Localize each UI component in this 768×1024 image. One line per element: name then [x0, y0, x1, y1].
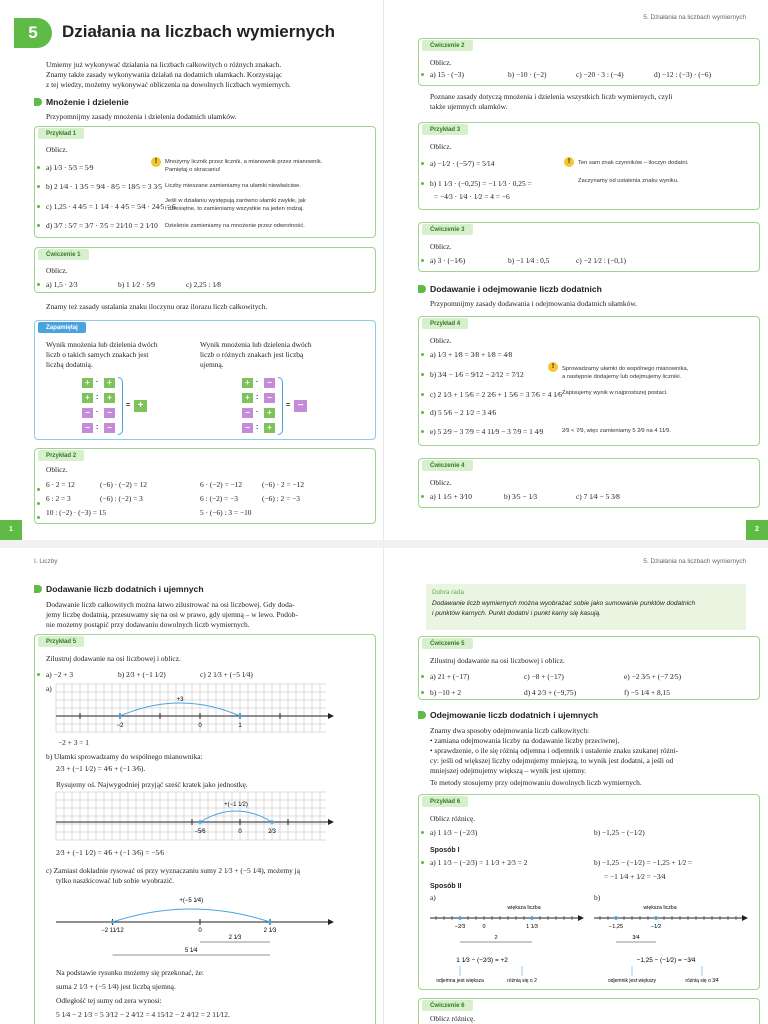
number-line-method2-a	[430, 898, 585, 988]
example-cell: 6 · (−2) = −12	[200, 480, 243, 489]
conclusion: suma 2 1⁄3 + (−5 1⁄4) jest liczbą ujemną.	[56, 982, 176, 991]
tick-label: −1⁄2	[650, 924, 662, 930]
tick-label: 2⁄3	[268, 829, 276, 835]
tick-label: 0	[198, 928, 202, 934]
bullet-dot	[421, 353, 424, 356]
equals-sign: =	[286, 402, 291, 409]
section-heading: Mnożenie i dzielenie	[34, 97, 129, 107]
method-row: b) −1,25 − (−1⁄2) = −1,25 + 1⁄2 =	[594, 858, 693, 867]
sign-square: +	[242, 393, 253, 403]
exercise-4-tag: Ćwiczenie 4	[422, 460, 473, 471]
sign-square: +	[242, 378, 253, 388]
advice-text: Dodawanie liczb wymiernych można wyobrażać sobie jako sumowanie punktów dodatnich	[432, 600, 696, 607]
example-row: d) 3⁄7 : 5⁄7 = 3⁄7 · 7⁄5 = 21⁄10 = 2 1⁄10	[46, 221, 158, 230]
exercise-item: a) 3 · (−1⁄6)	[430, 256, 466, 265]
tick-label: 0	[198, 723, 202, 729]
note: Zapisujemy wynik w najprostszej postaci.	[562, 390, 668, 396]
point	[118, 714, 122, 718]
chapter-number: 5	[14, 18, 52, 48]
exercise-item: b) −1 1⁄4 : 0,5	[508, 256, 550, 265]
example-item: a) −2 + 3	[46, 670, 74, 679]
note: Zaczynamy od ustalenia znaku wyniku.	[578, 178, 679, 184]
exercise-item: e) −2 3⁄5 + (−7 2⁄5)	[624, 672, 682, 681]
section-text: Te metody stosujemy przy odejmowaniu dowolnych liczb wymiernych.	[430, 778, 642, 787]
brace	[278, 377, 283, 435]
operator: :	[256, 424, 259, 431]
point	[270, 820, 274, 824]
running-header: I. Liczby	[34, 558, 58, 565]
exercise-label: Oblicz.	[430, 242, 452, 251]
bullet-dot	[421, 675, 424, 678]
example-1-tag: Przykład 1	[38, 128, 84, 139]
section-text: Przypomnijmy zasady mnożenia i dzielenia dodatnich ułamków.	[46, 112, 237, 121]
difference-result: −1,25 − (−1⁄2) = −3⁄4	[636, 957, 696, 964]
axis-arrow	[328, 919, 334, 925]
operator: :	[96, 394, 99, 401]
remember-text: Wynik mnożenia lub dzielenia dwóch	[200, 340, 312, 349]
example-item: b) −1,25 − (−1⁄2)	[594, 828, 645, 837]
example-label: Oblicz.	[430, 142, 452, 151]
sign-square: +	[82, 393, 93, 403]
advice-text: i punktów karnych. Punkt dodatni i punkt karny się kasują.	[432, 610, 601, 617]
section-text: • sprawdzenie, o ile się różnią odjemna i odjemnik i ustalenie znaku szukanej różni-	[430, 746, 679, 755]
note: Mnożymy licznik przez licznik, a mianownik przez mianownik.	[165, 159, 323, 165]
exercise-item: c) 2,25 : 1⁄8	[186, 280, 221, 289]
example-cell: (−6) · 2 = −12	[262, 480, 305, 489]
number-line-c	[56, 892, 336, 962]
exercise-item: a) 1 1⁄5 + 3⁄10	[430, 492, 472, 501]
annotation: odjemna jest większa	[436, 978, 484, 984]
exercise-3-tag: Ćwiczenie 3	[422, 224, 473, 235]
tick-label: −2	[116, 723, 124, 729]
bullet-dot	[421, 691, 424, 694]
equals-sign: =	[126, 402, 131, 409]
bullet-dot	[421, 259, 424, 262]
method-row: a) 1 1⁄3 − (−2⁄3) = 1 1⁄3 + 2⁄3 = 2	[430, 858, 528, 867]
example-cell: (−6) · (−2) = 12	[100, 480, 147, 489]
section-text: nie możemy postąpić przy dodawaniu dowolnych liczb wymiernych.	[46, 620, 250, 629]
example-cell: 5 · (−6) : 3 = −10	[200, 508, 252, 517]
result-sign: +	[134, 400, 147, 412]
page-3	[0, 548, 384, 1024]
page-1	[0, 0, 384, 540]
axis-arrow	[328, 713, 334, 719]
running-header: 5. Działania na liczbach wymiernych	[643, 558, 746, 565]
exercise-item: d) 4 2⁄3 + (−9,75)	[524, 688, 577, 697]
section-heading: Dodawanie i odejmowanie liczb dodatnich	[418, 284, 602, 294]
example-row: c) 2 1⁄3 + 1 5⁄6 = 2 2⁄6 + 1 5⁄6 = 3 7⁄6 = 4 1⁄6	[430, 390, 562, 399]
method-heading: Sposób II	[430, 883, 462, 890]
sign-square: −	[264, 393, 275, 403]
example-item: a) 1 1⁄3 − (−2⁄3)	[430, 828, 478, 837]
sign-square: +	[264, 408, 275, 418]
sign-square: −	[242, 408, 253, 418]
point	[198, 820, 202, 824]
bullet-dot	[421, 831, 424, 834]
sign-square: −	[104, 408, 115, 418]
section-text: Dodawanie liczb całkowitych można łatwo zilustrować na osi liczbowej. Gdy doda-	[46, 600, 295, 609]
step-text: tylko naszkicować lub sobie wyobrazić.	[56, 876, 175, 885]
distance-label: 3⁄4	[632, 935, 640, 941]
exercise-label: Oblicz.	[46, 266, 68, 275]
part-label: b)	[594, 893, 601, 902]
example-row: c) 1,25 · 4 4⁄5 = 1 1⁄4 · 4 4⁄5 = 5⁄4 · 24⁄5 = 6	[46, 202, 176, 211]
sign-square: +	[104, 393, 115, 403]
bullet-dot	[421, 162, 424, 165]
remember-text: liczbą dodatnią.	[46, 360, 93, 369]
number-line-b	[56, 792, 336, 842]
chapter-title: Działania na liczbach wymiernych	[62, 22, 336, 41]
page-gutter	[0, 540, 768, 548]
example-row: d) 5 5⁄6 − 2 1⁄2 = 3 4⁄6	[430, 408, 497, 417]
jump-arc	[200, 811, 272, 822]
remember-tag: Zapamiętaj	[38, 322, 86, 333]
example-row: a) 1⁄3 + 1⁄8 = 3⁄8 + 1⁄8 = 4⁄8	[430, 350, 513, 359]
note: Liczby mieszane zamieniamy na ułamki niewłaściwe.	[165, 183, 301, 189]
operator: ·	[256, 379, 259, 386]
exercise-1-tag: Ćwiczenie 1	[38, 249, 89, 260]
exercise-item: b) −10 + 2	[430, 688, 462, 697]
bullet-dot	[37, 283, 40, 286]
example-cell: 6 : (−2) = −3	[200, 494, 238, 503]
bullet-dot	[421, 182, 424, 185]
exercise-item: c) −8 + (−17)	[524, 672, 564, 681]
running-header: 5. Działania na liczbach wymiernych	[643, 14, 746, 21]
sign-square: −	[82, 423, 93, 433]
example-row: b) 2 1⁄4 · 1 3⁄5 = 9⁄4 · 8⁄5 = 18⁄5 = 3 3⁄5	[46, 182, 162, 191]
tick-label: −2 11⁄12	[101, 928, 124, 934]
tick-label: 1 1⁄3	[526, 924, 538, 930]
conclusion: 5 1⁄4 − 2 1⁄3 = 5 3⁄12 − 2 4⁄12 = 4 15⁄12 − 2 4⁄12 = 2 11⁄12.	[56, 1010, 230, 1019]
advice-title: Dobra rada	[432, 589, 464, 596]
bullet-dot	[37, 516, 40, 519]
section-text: • zamiana odejmowania liczby na dodawanie liczby przeciwnej,	[430, 736, 620, 745]
exercise-item: a) 1,5 · 2⁄3	[46, 280, 78, 289]
example-2-tag: Przykład 2	[38, 450, 84, 461]
example-label: Oblicz.	[46, 145, 68, 154]
distance-label: 2	[494, 935, 498, 941]
intro-line: Znamy także zasady wykonywania działań na dodatnich ułamkach. Korzystając	[46, 70, 283, 79]
sign-square: −	[264, 378, 275, 388]
note: Sprowadzamy ułamki do wspólnego mianownika,	[562, 366, 689, 372]
example-label: Oblicz.	[46, 465, 68, 474]
point	[654, 916, 658, 920]
exercise-item: c) −20 · 3 : (−4)	[576, 70, 624, 79]
larger-number-label: większa liczba	[507, 905, 541, 911]
exercise-item: a) 15 · (−3)	[430, 70, 464, 79]
step-text: b) Ułamki sprowadzamy do wspólnego mianownika:	[46, 752, 203, 761]
remember-text: liczb o różnych znakach jest liczbą	[200, 350, 304, 359]
example-row: b) 3⁄4 − 1⁄6 = 9⁄12 − 2⁄12 = 7⁄12	[430, 370, 524, 379]
example-row: a) 1⁄3 · 5⁄3 = 5⁄9	[46, 163, 94, 172]
tick-label: 2 1⁄3	[263, 928, 277, 934]
axis-arrow	[328, 819, 334, 825]
section-text: Znamy dwa sposoby odejmowania liczb całkowitych:	[430, 726, 590, 735]
exercise-6-tag: Ćwiczenie 6	[422, 1000, 473, 1011]
warning-icon: !	[564, 157, 574, 167]
example-cell: (−6) : (−2) = 3	[100, 494, 143, 503]
example-3-tag: Przykład 3	[422, 124, 468, 135]
example-row: e) 5 2⁄9 − 3 7⁄9 = 4 11⁄9 − 3 7⁄9 = 1 4⁄9	[430, 427, 544, 436]
example-cell: (−6) : 2 = −3	[262, 494, 300, 503]
bullet-dot	[421, 393, 424, 396]
example-cell: 6 · 2 = 12	[46, 480, 75, 489]
note: i dziesiętne, to zamieniamy wszystkie na jeden rodzaj.	[165, 206, 304, 212]
operator: :	[96, 424, 99, 431]
body-text: Poznane zasady dotyczą mnożenia i dzielenia wszystkich liczb wymiernych, czyli	[430, 92, 673, 101]
sign-square: +	[82, 378, 93, 388]
exercise-label: Zilustruj dodawanie na osi liczbowej i oblicz.	[430, 656, 565, 665]
result-sign: −	[294, 400, 307, 412]
bullet-dot	[421, 495, 424, 498]
note: Pamiętaj o skracaniu!	[165, 167, 221, 173]
exercise-item: d) −12 : (−3) · (−6)	[654, 70, 712, 79]
section-heading: Dodawanie liczb dodatnich i ujemnych	[34, 584, 204, 594]
tick-label: 1	[238, 723, 242, 729]
exercise-label: Oblicz.	[430, 58, 452, 67]
operator: ·	[96, 379, 99, 386]
note: Jeśli w działaniu występują zarówno ułamki zwykłe, jak	[165, 198, 306, 204]
section-text: mniejszej odejmujemy większą – wynik jest ujemny.	[430, 766, 587, 775]
page-number: 1	[0, 520, 22, 540]
exercise-item: f) −5 1⁄4 + 8,15	[624, 688, 670, 697]
note: 2⁄9 < 7⁄9, więc zamieniamy 5 2⁄9 na 4 11⁄9.	[562, 428, 671, 434]
conclusion: Na podstawie rysunku możemy się przekonać, że:	[56, 968, 204, 977]
tick-label: −1,25	[608, 924, 624, 930]
annotation: różnią się o 3⁄4	[685, 978, 719, 984]
exercise-item: b) −10 · (−2)	[508, 70, 547, 79]
step-text: Rysujemy oś. Najwygodniej przyjąć sześć kratek jako jednostkę.	[56, 780, 248, 789]
sign-square: −	[82, 408, 93, 418]
note: Ten sam znak czynników – iloczyn dodatni.	[578, 160, 689, 166]
bullet-dot	[421, 411, 424, 414]
example-6-tag: Przykład 6	[422, 796, 468, 807]
note: Dzielenie zamieniamy na mnożenie przez odwrotność.	[165, 223, 305, 229]
point	[268, 920, 272, 924]
tick-label: −5⁄6	[194, 829, 206, 835]
exercise-5-tag: Ćwiczenie 5	[422, 638, 473, 649]
body-text: Znamy też zasady ustalania znaku iloczynu oraz ilorazu liczb całkowitych.	[46, 302, 268, 311]
example-cell: 10 : (−2) · (−3) = 15	[46, 508, 107, 517]
distance-label: 5 1⁄4	[184, 948, 198, 954]
bullet-dot	[37, 488, 40, 491]
point	[111, 920, 115, 924]
body-text: także ujemnych ułamków.	[430, 102, 508, 111]
conclusion: Odległość tej sumy od zera wynosi:	[56, 996, 162, 1005]
page-number: 2	[746, 520, 768, 540]
jump-arc	[120, 703, 240, 716]
example-row: a) −1⁄2 · (−5⁄7) = 5⁄14	[430, 159, 495, 168]
exercise-item: a) 21 + (−17)	[430, 672, 470, 681]
operator: ·	[96, 409, 99, 416]
result: 2⁄3 + (−1 1⁄2) = 4⁄6 + (−1 3⁄6) = −5⁄6	[56, 848, 165, 857]
distance-label: 2 1⁄3	[228, 935, 242, 941]
example-row: b) 1 1⁄3 · (−0,25) = −1 1⁄3 · 0,25 =	[430, 179, 532, 188]
bullet-dot	[421, 73, 424, 76]
jump-arc	[113, 909, 271, 922]
bullet-dot	[37, 673, 40, 676]
example-item: c) 2 1⁄3 + (−5 1⁄4)	[200, 670, 253, 679]
method-row: = −1 1⁄4 + 1⁄2 = −3⁄4	[604, 872, 666, 881]
example-4-tag: Przykład 4	[422, 318, 468, 329]
section-text: jemy liczbę dodatnią, przesuwamy się na osi w prawo, gdy ujemną – w lewo. Podob-	[46, 610, 298, 619]
bullet-dot	[37, 185, 40, 188]
number-line-a	[56, 684, 336, 734]
annotation: różnią się o 2	[507, 978, 537, 984]
larger-number-label: większa liczba	[643, 905, 677, 911]
bullet-dot	[421, 861, 424, 864]
example-label: Oblicz.	[430, 336, 452, 345]
step-text: 2⁄3 + (−1 1⁄2) = 4⁄6 + (−1 3⁄6).	[56, 764, 146, 773]
result: −2 + 3 = 1	[58, 738, 89, 747]
intro-line: Umiemy już wykonywać działania na liczbach całkowitych o różnych znakach.	[46, 60, 282, 69]
example-cell: 6 : 2 = 3	[46, 494, 71, 503]
note: a następnie dodajemy lub odejmujemy liczniki.	[562, 374, 682, 380]
bullet-dot	[37, 502, 40, 505]
point	[530, 916, 534, 920]
example-5-tag: Przykład 5	[38, 636, 84, 647]
example-item: b) 2⁄3 + (−1 1⁄2)	[118, 670, 166, 679]
sign-square: −	[242, 423, 253, 433]
bullet-dot	[37, 205, 40, 208]
tick-label: 0	[482, 924, 486, 930]
axis-arrow	[742, 915, 748, 921]
example-label: Zilustruj dodawanie na osi liczbowej i oblicz.	[46, 654, 181, 663]
section-heading: Odejmowanie liczb dodatnich i ujemnych	[418, 710, 598, 720]
operator: :	[256, 394, 259, 401]
section-text: Przypomnijmy zasady dodawania i odejmowania dodatnich ułamków.	[430, 299, 638, 308]
tick-label: −2⁄3	[454, 924, 466, 930]
remember-text: liczb o takich samych znakach jest	[46, 350, 149, 359]
exercise-item: b) 1 1⁄2 · 5⁄9	[118, 280, 155, 289]
part-label: a)	[46, 684, 52, 693]
bullet-dot	[37, 166, 40, 169]
sign-square: −	[104, 423, 115, 433]
annotation: odjemnik jest większy	[607, 978, 657, 984]
tick-label: 0	[238, 829, 242, 835]
remember-text: ujemną.	[200, 360, 224, 369]
warning-icon: !	[548, 362, 558, 372]
exercise-2-tag: Ćwiczenie 2	[422, 40, 473, 51]
sign-square: +	[104, 378, 115, 388]
exercise-item: b) 3⁄5 − 1⁄3	[504, 492, 538, 501]
operator: ·	[256, 409, 259, 416]
part-label: a)	[430, 893, 436, 902]
warning-icon: !	[151, 157, 161, 167]
jump-label: +(−5 1⁄4)	[179, 898, 204, 904]
page-2	[384, 0, 768, 540]
method-heading: Sposób I	[430, 847, 460, 854]
step-text: c) Zamiast dokładnie rysować oś przy wyznaczaniu sumy 2 1⁄3 + (−5 1⁄4), możemy ją	[46, 866, 301, 875]
jump-label: +3	[176, 697, 184, 703]
axis-arrow	[578, 915, 584, 921]
exercise-item: c) 7 1⁄4 − 5 3⁄8	[576, 492, 620, 501]
example-label: Oblicz różnicę.	[430, 814, 476, 823]
point	[238, 714, 242, 718]
bullet-dot	[421, 373, 424, 376]
exercise-item: c) −2 1⁄2 : (−0,1)	[576, 256, 627, 265]
point	[614, 916, 618, 920]
example-row: = −4⁄3 · 1⁄4 · 1⁄2 = 4 = −6	[434, 192, 510, 201]
sign-square: +	[264, 423, 275, 433]
page-4	[384, 548, 768, 1024]
number-line-method2-b	[594, 898, 754, 988]
exercise-label: Oblicz.	[430, 478, 452, 487]
bullet-dot	[37, 224, 40, 227]
jump-label: +(−1 1⁄2)	[224, 802, 248, 808]
bullet-dot	[421, 430, 424, 433]
remember-text: Wynik mnożenia lub dzielenia dwóch	[46, 340, 158, 349]
difference-result: 1 1⁄3 − (−2⁄3) = +2	[456, 957, 508, 964]
exercise-label: Oblicz różnicę.	[430, 1014, 476, 1023]
brace	[118, 377, 123, 435]
intro-line: z tej wiedzy, możemy wykonywać obliczenia na dowolnych liczbach wymiernych.	[46, 80, 291, 89]
point	[458, 916, 462, 920]
section-text: cy: jeśli od większej liczby odejmujemy mniejszą, to wynik jest dodatni, a jeśli od	[430, 756, 674, 765]
